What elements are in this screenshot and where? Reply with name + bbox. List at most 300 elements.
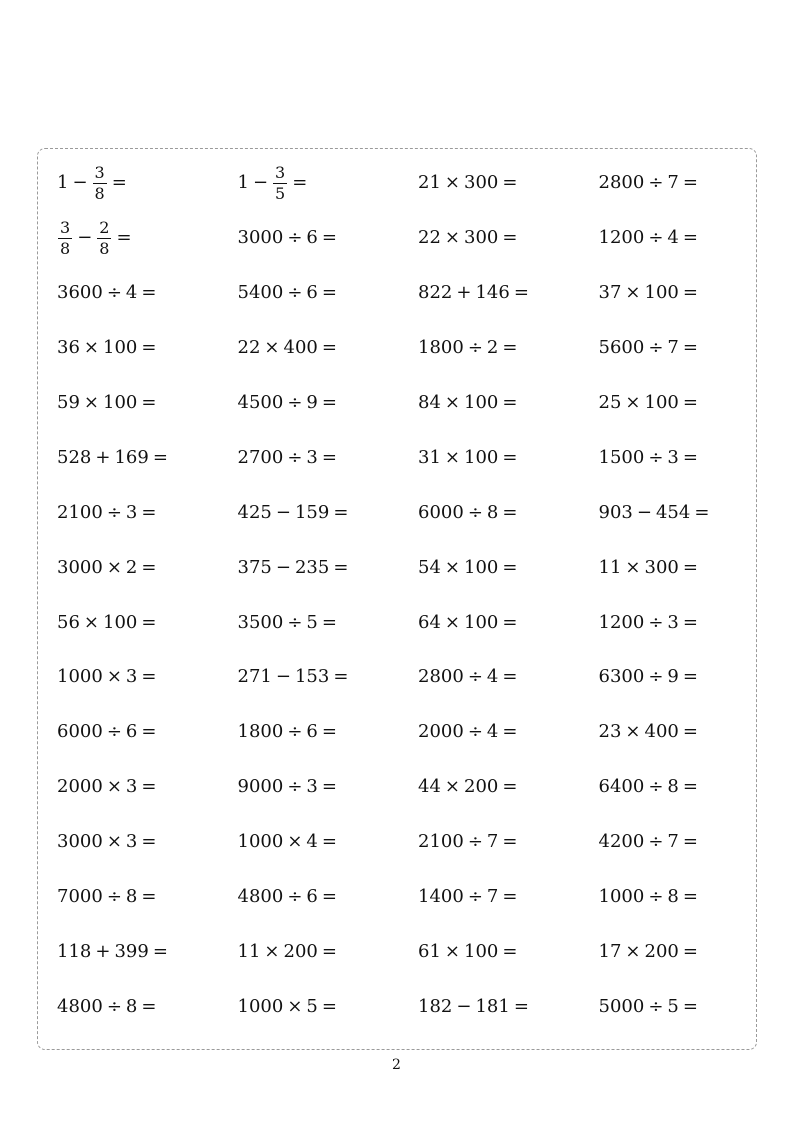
operand-a: 1000	[57, 666, 103, 688]
problem-item	[599, 540, 757, 595]
operand-b: 3	[667, 446, 679, 468]
equals-sign: =	[321, 940, 337, 962]
operand-b: 400	[283, 337, 318, 359]
equals-sign: =	[682, 172, 698, 194]
operand-b: 4	[306, 831, 318, 853]
problem-item	[238, 430, 419, 485]
operand-b: 100	[103, 611, 138, 633]
problem-item	[599, 815, 757, 870]
operand-a: 6300	[598, 666, 645, 688]
operator: ×	[106, 556, 122, 578]
operand-a: 2000	[57, 776, 103, 798]
operator: −	[72, 172, 88, 194]
problem-item	[418, 979, 599, 1034]
equals-sign: =	[682, 282, 698, 304]
equals-sign: =	[502, 666, 518, 688]
operator: ÷	[287, 392, 303, 413]
operand-a: 4800	[237, 886, 284, 908]
operator: +	[95, 446, 111, 468]
operator: ×	[444, 776, 460, 798]
operator: ÷	[648, 776, 664, 798]
operand-b: 6	[306, 886, 318, 908]
operand-b: 100	[644, 282, 679, 304]
operand-a: 2100	[57, 501, 103, 523]
operator: ×	[106, 666, 122, 688]
problem-item	[599, 595, 757, 650]
operator: ×	[264, 337, 280, 359]
operand-b: 4	[667, 227, 679, 249]
equals-sign: =	[502, 392, 518, 413]
operator: ÷	[106, 721, 122, 743]
problem-item	[238, 760, 419, 815]
operator: ×	[444, 940, 460, 962]
operand-a: 37	[598, 282, 622, 304]
operand-a: 17	[598, 940, 622, 962]
operand-a: 3500	[237, 611, 284, 633]
operator: ×	[83, 337, 99, 359]
equals-sign: =	[682, 940, 698, 962]
operand-b: 3	[306, 776, 318, 798]
operand-b: 146	[475, 282, 510, 304]
equals-sign: =	[141, 886, 157, 908]
problem-item	[57, 979, 238, 1034]
equals-sign: =	[502, 831, 518, 853]
problem-item	[599, 760, 757, 815]
operator: ×	[444, 446, 460, 468]
problem-item	[238, 321, 419, 376]
operator: ÷	[467, 337, 483, 359]
equals-sign: =	[321, 227, 337, 249]
operand-b: 300	[644, 556, 679, 578]
operator: ×	[106, 831, 122, 853]
operand-b: 181	[475, 995, 510, 1017]
problem-item	[238, 376, 419, 431]
problem-item	[599, 376, 757, 431]
equals-sign: =	[321, 611, 337, 633]
equals-sign: =	[321, 886, 337, 908]
operator: ÷	[648, 666, 664, 688]
operator: ÷	[467, 666, 483, 688]
operator: ÷	[106, 501, 122, 523]
operand-b: 100	[103, 337, 138, 359]
problem-item	[57, 321, 238, 376]
problem-item	[57, 156, 238, 211]
operator: ÷	[648, 886, 664, 908]
operand-b: 100	[464, 556, 499, 578]
denominator: 5	[275, 183, 286, 203]
operator: ×	[625, 392, 641, 413]
problem-grid	[57, 156, 757, 1034]
problem-item	[238, 485, 419, 540]
operand-a: 2000	[418, 721, 464, 743]
equals-sign: =	[502, 227, 518, 249]
numerator: 3	[60, 217, 71, 237]
denominator: 8	[60, 238, 71, 258]
denominator: 8	[94, 183, 105, 203]
operator: ×	[625, 282, 641, 304]
operator: ×	[625, 940, 641, 962]
equals-sign: =	[682, 227, 698, 249]
problem-item	[418, 485, 599, 540]
problem-item	[599, 266, 757, 321]
operand-b: 7	[667, 172, 679, 194]
equals-sign: =	[502, 337, 518, 359]
operand-b: 100	[103, 392, 138, 413]
operand-a: 4500	[237, 392, 284, 413]
operator: ÷	[106, 886, 122, 908]
operator: ÷	[287, 886, 303, 908]
equals-sign: =	[321, 776, 337, 798]
operand-b: 7	[667, 831, 679, 853]
denominator: 8	[99, 238, 110, 258]
equals-sign: =	[141, 666, 157, 688]
problem-item	[57, 595, 238, 650]
operator: ÷	[648, 227, 664, 249]
operand-a: 903	[598, 501, 633, 523]
operand-b: 5	[306, 611, 318, 633]
operator: ÷	[287, 282, 303, 304]
equals-sign: =	[321, 282, 337, 304]
operator: ×	[264, 940, 280, 962]
operand-b: 3	[125, 501, 138, 523]
operand-a: 36	[57, 337, 80, 359]
operand-b: 300	[464, 172, 499, 194]
operand-b: 5	[306, 995, 318, 1017]
problem-item	[599, 870, 757, 925]
operand-a: 182	[418, 995, 453, 1017]
problem-item	[238, 870, 419, 925]
operand-a: 5600	[598, 337, 645, 359]
operand-a: 6000	[57, 721, 103, 743]
equals-sign: =	[321, 446, 337, 468]
operator: ×	[83, 611, 99, 633]
operand-a: 2800	[598, 172, 645, 194]
operand-a: 3000	[57, 556, 103, 578]
problem-item	[599, 211, 757, 266]
operand-a: 7000	[57, 886, 103, 908]
operand-a: 2700	[237, 446, 284, 468]
operand-a: 6400	[598, 776, 645, 798]
problem-item	[599, 156, 757, 211]
operand-b: 8	[125, 886, 138, 908]
problem-item	[57, 211, 238, 266]
operand-b: 8	[486, 501, 499, 523]
operand-a: 31	[418, 446, 441, 468]
equals-sign: =	[682, 776, 698, 798]
operand-a: 5400	[237, 282, 284, 304]
operand-a: 84	[418, 392, 441, 413]
operator: ×	[444, 611, 460, 633]
operator: ÷	[287, 611, 303, 633]
equals-sign: =	[321, 337, 337, 359]
operator: ÷	[106, 282, 122, 304]
operand-a: 21	[418, 172, 441, 194]
operand-a: 61	[418, 940, 441, 962]
equals-sign: =	[682, 337, 698, 359]
equals-sign: =	[116, 227, 132, 249]
operand-a: 528	[57, 446, 92, 468]
operand-b: 9	[306, 392, 318, 413]
operand-b: 3	[125, 666, 138, 688]
operand-b: 7	[667, 337, 679, 359]
operand-b: 8	[125, 995, 138, 1017]
operand-b: 8	[667, 776, 679, 798]
operand-a: 1200	[598, 611, 645, 633]
operand-a: 425	[237, 501, 272, 523]
operand-b: 400	[644, 721, 679, 743]
problem-item	[599, 705, 757, 760]
problem-item	[418, 540, 599, 595]
problem-item	[57, 430, 238, 485]
operator: ÷	[287, 227, 303, 249]
operand-b: 3	[306, 446, 318, 468]
operand-a: 22	[237, 337, 261, 359]
equals-sign: =	[333, 501, 349, 523]
operand-a: 2100	[418, 831, 464, 853]
whole-number: 1	[57, 172, 69, 194]
equals-sign: =	[141, 501, 157, 523]
operand-b: 235	[294, 556, 330, 578]
operand-b: 169	[114, 446, 149, 468]
equals-sign: =	[141, 831, 157, 853]
operand-a: 1400	[418, 886, 464, 908]
operand-b: 100	[464, 611, 499, 633]
operator: −	[636, 501, 652, 523]
problem-item	[418, 430, 599, 485]
equals-sign: =	[682, 611, 698, 633]
problem-item	[599, 321, 757, 376]
operand-a: 44	[418, 776, 441, 798]
problem-item	[599, 430, 757, 485]
problem-item	[418, 376, 599, 431]
equals-sign: =	[141, 611, 157, 633]
problem-item	[418, 705, 599, 760]
operator: ÷	[467, 501, 483, 523]
operand-b: 100	[464, 446, 499, 468]
operator: ×	[444, 227, 460, 249]
operand-b: 399	[114, 940, 149, 962]
operand-a: 1000	[237, 995, 284, 1017]
operand-b: 6	[306, 227, 318, 249]
problem-item	[418, 156, 599, 211]
equals-sign: =	[333, 666, 349, 688]
equals-sign: =	[141, 721, 157, 743]
operand-b: 8	[667, 886, 679, 908]
equals-sign: =	[502, 940, 518, 962]
problem-item	[238, 815, 419, 870]
operator: ×	[444, 556, 460, 578]
operand-b: 100	[464, 940, 499, 962]
operand-a: 271	[237, 666, 272, 688]
problem-item	[418, 211, 599, 266]
operand-b: 7	[486, 831, 499, 853]
operator: ÷	[648, 995, 664, 1017]
operand-a: 56	[57, 611, 80, 633]
equals-sign: =	[513, 282, 529, 304]
operator: −	[77, 227, 93, 249]
fraction-b	[97, 217, 111, 258]
equals-sign: =	[321, 392, 337, 413]
equals-sign: =	[502, 172, 518, 194]
equals-sign: =	[141, 282, 157, 304]
operand-b: 4	[486, 721, 499, 743]
problem-item	[57, 485, 238, 540]
operand-a: 1200	[598, 227, 645, 249]
operand-b: 2	[125, 556, 138, 578]
fraction-a	[58, 217, 72, 258]
problem-item	[238, 156, 419, 211]
operator: ×	[625, 721, 641, 743]
equals-sign: =	[292, 172, 308, 194]
equals-sign: =	[682, 556, 698, 578]
equals-sign: =	[682, 721, 698, 743]
problem-item	[57, 815, 238, 870]
operand-b: 6	[125, 721, 138, 743]
operand-a: 822	[418, 282, 453, 304]
operator: ×	[83, 392, 99, 413]
problem-item	[418, 595, 599, 650]
problem-item	[418, 924, 599, 979]
operator: −	[456, 995, 472, 1017]
operator: −	[275, 556, 291, 578]
operand-b: 4	[486, 666, 499, 688]
operand-b: 7	[486, 886, 499, 908]
problem-item	[238, 924, 419, 979]
operator: −	[275, 666, 291, 688]
operand-b: 454	[655, 501, 691, 523]
equals-sign: =	[321, 831, 337, 853]
equals-sign: =	[141, 995, 157, 1017]
operator: +	[95, 940, 111, 962]
equals-sign: =	[141, 392, 157, 413]
equals-sign: =	[111, 172, 127, 194]
equals-sign: =	[502, 556, 518, 578]
operator: −	[252, 172, 269, 194]
equals-sign: =	[321, 721, 337, 743]
equals-sign: =	[682, 886, 698, 908]
operand-a: 54	[418, 556, 441, 578]
operand-b: 3	[667, 611, 679, 633]
operator: ÷	[648, 446, 664, 468]
problem-item	[57, 376, 238, 431]
operator: ÷	[648, 831, 664, 853]
operand-a: 2800	[418, 666, 464, 688]
problem-item	[599, 650, 757, 705]
equals-sign: =	[513, 995, 529, 1017]
operator: ÷	[648, 611, 664, 633]
operand-a: 6000	[418, 501, 464, 523]
operand-a: 5000	[598, 995, 645, 1017]
page-number: 2	[392, 1057, 401, 1073]
operator: ×	[287, 995, 303, 1017]
operand-a: 9000	[237, 776, 284, 798]
operand-b: 5	[667, 995, 679, 1017]
operand-b: 6	[306, 282, 318, 304]
equals-sign: =	[152, 940, 168, 962]
operand-a: 1800	[237, 721, 284, 743]
problem-item	[238, 266, 419, 321]
operand-a: 3000	[57, 831, 103, 853]
equals-sign: =	[141, 337, 157, 359]
operand-a: 3600	[57, 282, 103, 304]
problem-item	[418, 321, 599, 376]
fraction	[93, 162, 107, 203]
equals-sign: =	[141, 556, 157, 578]
problem-item	[238, 211, 419, 266]
equals-sign: =	[502, 721, 518, 743]
equals-sign: =	[141, 776, 157, 798]
operand-a: 25	[598, 392, 622, 413]
operand-a: 1000	[598, 886, 645, 908]
problem-item	[238, 650, 419, 705]
operand-b: 9	[667, 666, 679, 688]
operand-a: 4200	[598, 831, 645, 853]
equals-sign: =	[152, 446, 168, 468]
equals-sign: =	[694, 501, 710, 523]
equals-sign: =	[502, 446, 518, 468]
equals-sign: =	[682, 831, 698, 853]
operator: ÷	[287, 776, 303, 798]
problem-item	[418, 650, 599, 705]
operand-b: 200	[283, 940, 318, 962]
operand-b: 300	[464, 227, 499, 249]
problem-item	[57, 760, 238, 815]
operator: ×	[287, 831, 303, 853]
equals-sign: =	[682, 446, 698, 468]
problem-item	[599, 485, 757, 540]
operand-a: 64	[418, 611, 441, 633]
operand-b: 3	[125, 831, 138, 853]
operand-b: 2	[486, 337, 499, 359]
equals-sign: =	[502, 776, 518, 798]
problem-item	[418, 266, 599, 321]
numerator: 3	[275, 162, 286, 182]
operand-a: 375	[237, 556, 272, 578]
operand-a: 4800	[57, 995, 103, 1017]
operand-b: 3	[125, 776, 138, 798]
equals-sign: =	[502, 886, 518, 908]
operand-b: 4	[125, 282, 138, 304]
operator: ÷	[287, 446, 303, 468]
problem-item	[238, 705, 419, 760]
problem-item	[57, 266, 238, 321]
operand-a: 118	[57, 940, 92, 962]
operand-a: 3000	[237, 227, 284, 249]
problem-item	[57, 924, 238, 979]
problem-item	[238, 979, 419, 1034]
operator: ÷	[648, 172, 664, 194]
operand-a: 22	[418, 227, 441, 249]
problem-item	[599, 924, 757, 979]
operator: ÷	[287, 721, 303, 743]
operand-a: 11	[237, 940, 261, 962]
numerator: 2	[99, 217, 110, 237]
equals-sign: =	[321, 995, 337, 1017]
problem-item	[418, 760, 599, 815]
operand-a: 59	[57, 392, 80, 413]
operand-a: 1500	[598, 446, 645, 468]
numerator: 3	[94, 162, 105, 182]
operand-a: 23	[598, 721, 622, 743]
problem-item	[238, 540, 419, 595]
problem-item	[57, 705, 238, 760]
operator: ÷	[648, 337, 664, 359]
equals-sign: =	[682, 666, 698, 688]
operator: ÷	[467, 831, 483, 853]
equals-sign: =	[333, 556, 349, 578]
operand-b: 153	[294, 666, 330, 688]
problem-item	[418, 815, 599, 870]
